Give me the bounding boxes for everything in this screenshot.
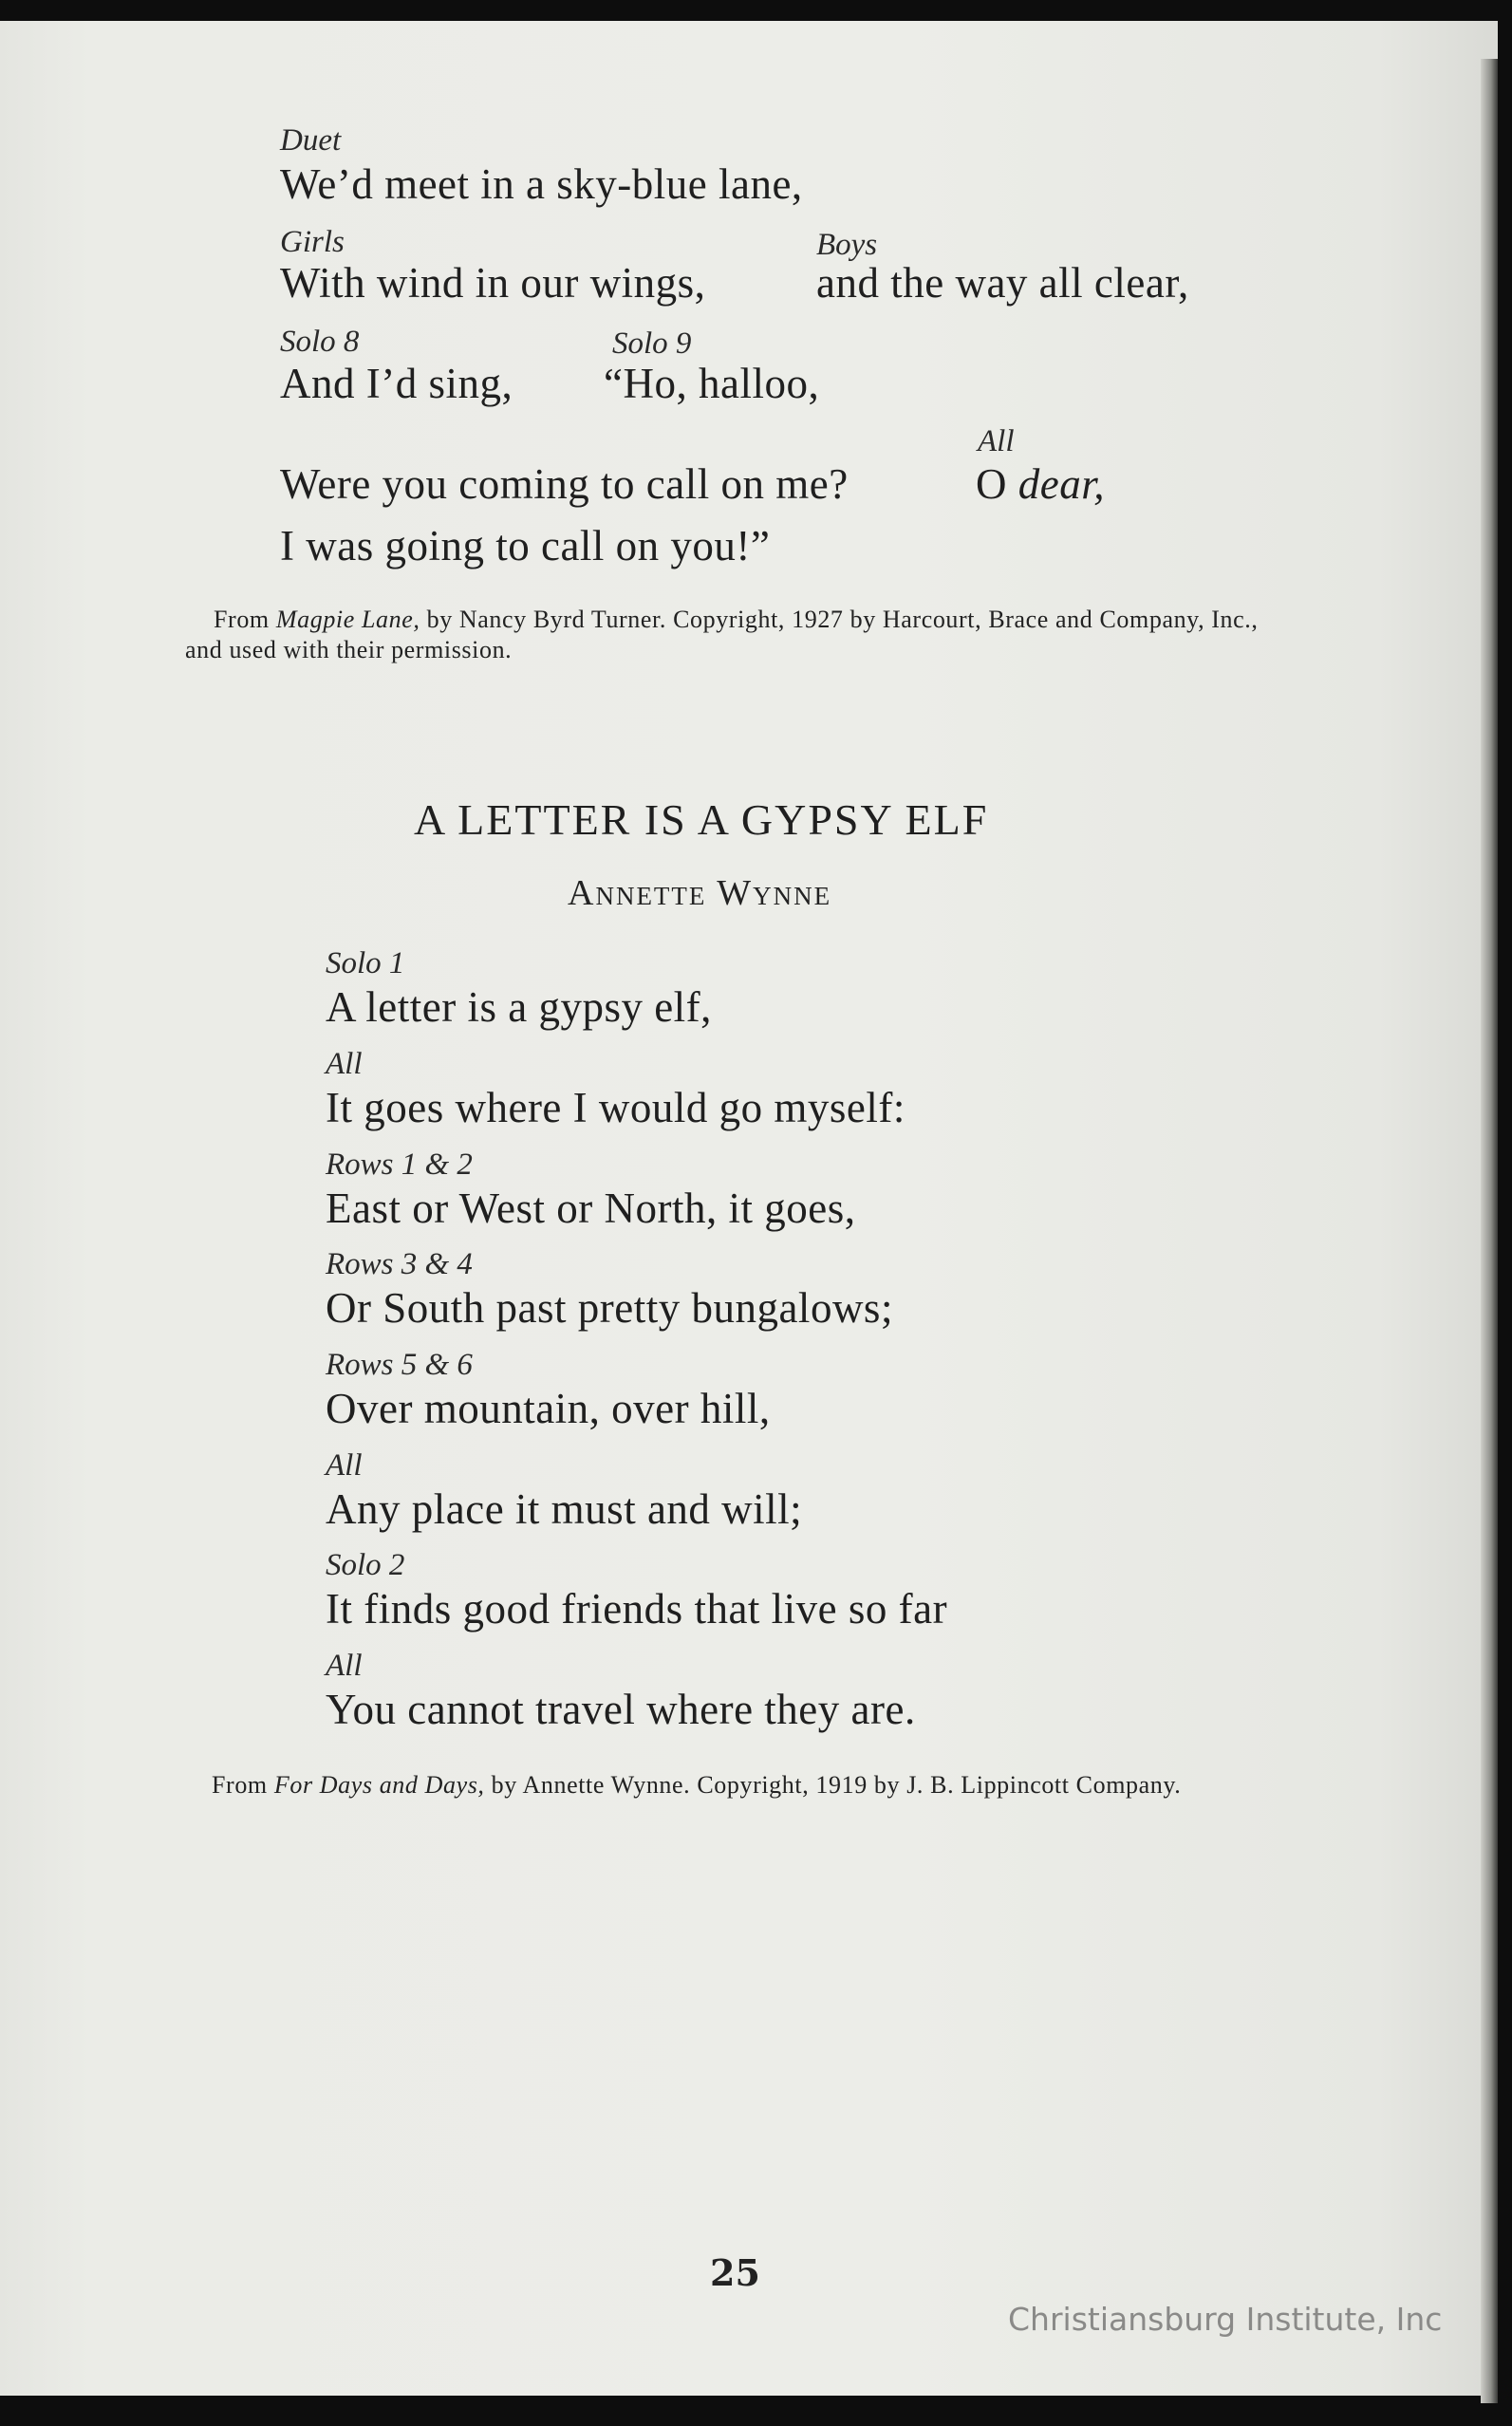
poem-line: We’d meet in a sky-blue lane,	[280, 160, 803, 208]
poem-line: It goes where I would go myself:	[326, 1084, 905, 1131]
poem-line: O dear,	[976, 460, 1105, 508]
poem-line: And I’d sing,	[280, 360, 513, 407]
role-label: All	[978, 424, 1015, 458]
role-label: Solo 2	[326, 1548, 405, 1582]
role-label: All	[326, 1649, 363, 1683]
poem-line: With wind in our wings,	[280, 259, 706, 307]
poem-line: East or West or North, it goes,	[326, 1185, 856, 1232]
watermark: Christiansburg Institute, Inc	[1008, 2301, 1443, 2338]
role-label: Solo 1	[326, 946, 405, 980]
poem-line: Any place it must and will;	[326, 1485, 803, 1533]
poem-line: Were you coming to call on me?	[280, 460, 849, 508]
role-label: All	[326, 1047, 363, 1081]
poem-line: It finds good friends that live so far	[326, 1585, 948, 1633]
poem-line: A letter is a gypsy elf,	[326, 983, 712, 1031]
role-label: Rows 1 & 2	[326, 1148, 473, 1182]
poem-line: and the way all clear,	[816, 259, 1189, 307]
poem-title: A LETTER IS A GYPSY ELF	[414, 795, 989, 844]
role-label: Duet	[280, 123, 342, 158]
page-edge	[1481, 59, 1498, 2403]
role-label: Rows 5 & 6	[326, 1348, 473, 1382]
book-page	[0, 21, 1498, 2396]
poem-line: “Ho, halloo,	[604, 360, 820, 407]
role-label: Rows 3 & 4	[326, 1247, 473, 1281]
role-label: Solo 9	[612, 327, 692, 361]
poem-line: Over mountain, over hill,	[326, 1385, 771, 1432]
page-number: 25	[710, 2251, 760, 2294]
role-label: Solo 8	[280, 325, 360, 359]
credit-note: From For Days and Days, by Annette Wynne. Copyright, 1919 by J. B. Lippincott Company.	[212, 1771, 1182, 1799]
role-label: Girls	[280, 225, 345, 259]
role-label: Boys	[816, 228, 878, 262]
role-label: All	[326, 1448, 363, 1483]
poem-line: You cannot travel where they are.	[326, 1686, 916, 1733]
credit-note: From Magpie Lane, by Nancy Byrd Turner. Copyright, 1927 by Harcourt, Brace and Company, Inc., and used with their permission.	[185, 606, 1259, 663]
poem-author: Annette Wynne	[568, 873, 832, 913]
poem-line: I was going to call on you!”	[280, 522, 771, 569]
poem-line: Or South past pretty bungalows;	[326, 1284, 893, 1332]
